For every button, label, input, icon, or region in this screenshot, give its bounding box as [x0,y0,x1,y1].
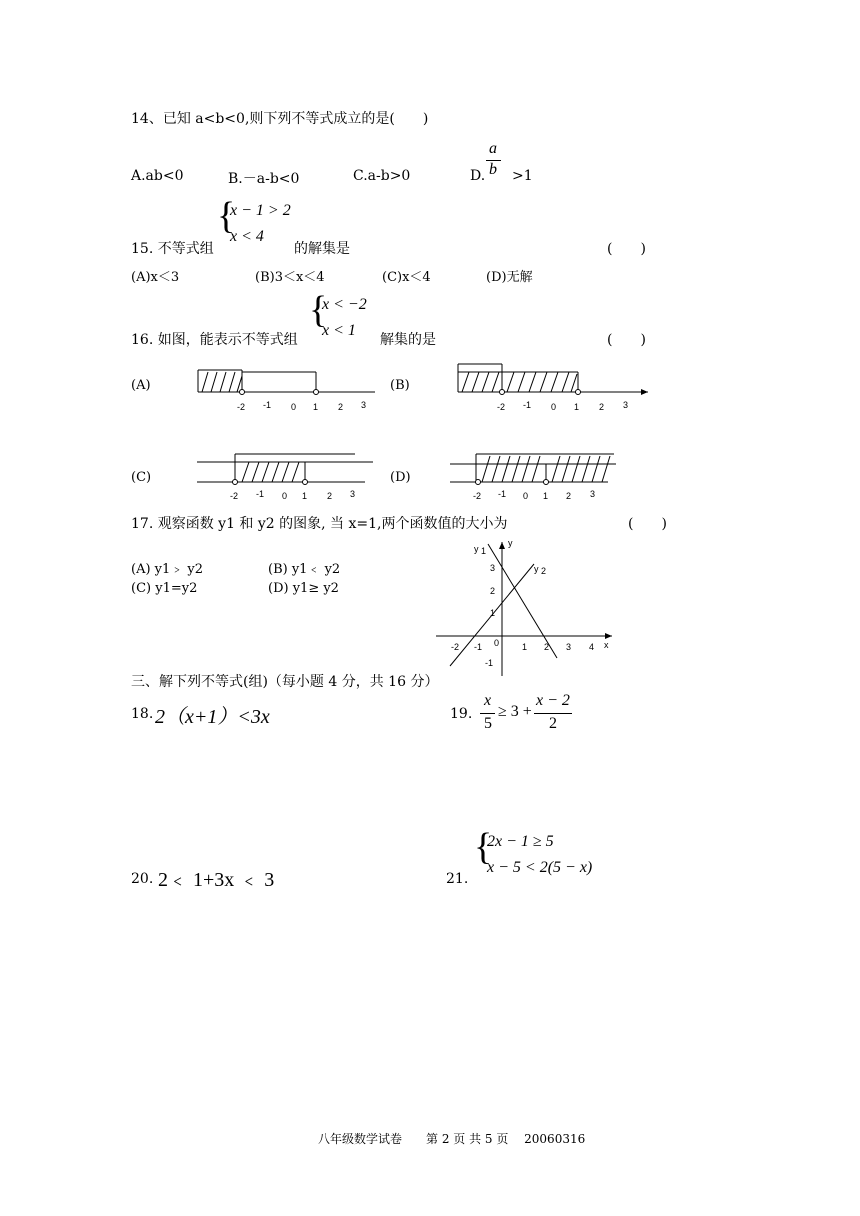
y2-subscript: 2 [541,566,547,576]
hatch-region [458,364,578,392]
x-axis-arrow [605,633,612,639]
x-tick-label: 0 [494,638,500,648]
tick-label: 2 [566,491,572,501]
q15-option-b: (B)3＜x＜4 [255,270,325,285]
q14-option-d-numerator: a [489,140,497,157]
q19-lhs-numerator: x [484,692,492,709]
fraction-bar [534,713,572,714]
q14-option-d-suffix: >1 [512,168,533,184]
open-dot [240,390,245,395]
q14-option-d-denominator: b [489,161,497,178]
q16-label-b: (B) [390,378,410,393]
y-axis-arrow [499,542,505,549]
q16-answer-paren: ( ) [607,332,646,348]
y-tick-label: 3 [490,563,496,573]
q14-option-b: B.－a-b<0 [228,171,300,187]
q21-system-line2: x − 5 < 2(5 − x) [487,859,593,876]
tick-label: 0 [291,402,297,412]
q14-option-c: C.a-b>0 [353,168,411,184]
tick-label: -1 [498,489,507,499]
q15-prefix: 15. 不等式组 [131,241,214,257]
x-tick-label: 4 [589,642,595,652]
y-tick-label: 2 [490,586,496,596]
section-3-heading: 三、解下列不等式(组)（每小题 4 分，共 16 分） [131,674,439,690]
q17-option-c: (C) y1=y2 [131,581,198,596]
q15-suffix: 的解集是 [294,241,350,257]
hatch-region [242,462,305,482]
tick-label: 2 [599,402,605,412]
x-tick-label: 3 [566,642,572,652]
tick-label: 1 [313,402,319,412]
q17-stem: 17. 观察函数 y1 和 y2 的图象, 当 x=1,两个函数值的大小为 [131,516,508,532]
hatch-region [482,456,610,482]
q21-system-line1: 2x − 1 ≥ 5 [487,833,554,850]
q18-expression: 2（x+1）<3x [155,706,270,728]
x-tick-label: -1 [474,642,483,652]
open-dot [576,390,581,395]
page-footer: 八年级数学试卷 第 2 页 共 5 页 20060316 [318,1132,586,1146]
open-dot [233,480,238,485]
q19-rhs-numerator: x − 2 [536,692,570,709]
q15-option-d: (D)无解 [486,270,533,285]
q16-label-d: (D) [390,470,411,485]
q16-suffix: 解集的是 [380,332,436,348]
q21-number: 21. [446,871,469,887]
q15-system-line2: x < 4 [230,228,264,245]
tick-label: 3 [361,400,367,410]
bracket-line [242,372,316,392]
y2-label: y [534,564,539,574]
q18-number: 18. [131,706,154,722]
open-dot [544,480,549,485]
tick-label: -2 [497,402,506,412]
q16-label-a: (A) [131,378,151,393]
tick-label: -2 [230,491,239,501]
q16-system-line1: x < −2 [322,296,367,313]
q14-option-a: A.ab<0 [131,168,184,184]
q14-stem: 14、已知 a<b<0,则下列不等式成立的是( ) [131,111,429,127]
q17-answer-paren: ( ) [628,516,667,532]
y-axis-label: y [508,538,513,548]
tick-label: 3 [350,489,356,499]
x-tick-label: 1 [522,642,528,652]
q16-system-line2: x < 1 [322,322,356,339]
number-line-d [448,448,618,504]
tick-label: -1 [523,400,532,410]
tick-label: 3 [623,400,629,410]
tick-label: 3 [590,489,596,499]
q19-number: 19. [450,706,473,722]
number-line-b [452,358,657,416]
q16-label-c: (C) [131,470,152,485]
open-dot [314,390,319,395]
q17-option-a: (A) y1﹥ y2 [131,562,204,577]
q19-rhs-denominator: 2 [549,715,557,732]
tick-label: 1 [543,491,549,501]
tick-label: 1 [302,491,308,501]
fraction-bar [480,713,495,714]
q15-brace: { [217,195,236,237]
tick-label: 2 [338,402,344,412]
y-tick-label: 1 [490,608,496,618]
open-dot [476,480,481,485]
x-axis-label: x [604,640,609,650]
tick-label: -2 [473,491,482,501]
y1-subscript: 1 [481,546,487,556]
q15-option-c: (C)x＜4 [382,270,431,285]
q20-expression: 2﹤ 1+3x ﹤ 3 [158,869,275,891]
tick-label: 0 [551,402,557,412]
q21-brace: { [474,826,493,868]
q19-middle: ≥ 3 + [498,703,532,720]
open-dot [303,480,308,485]
q17-option-d: (D) y1≥ y2 [268,581,339,596]
q19-lhs-denominator: 5 [484,715,492,732]
hatch-region [198,370,242,392]
q14-option-d-prefix: D. [470,168,486,184]
tick-label: 0 [523,491,529,501]
x-tick-label: 2 [544,642,550,652]
tick-label: 1 [574,402,580,412]
tick-label: 0 [282,491,288,501]
tick-label: 2 [327,491,333,501]
q15-answer-paren: ( ) [607,241,646,257]
tick-label: -2 [237,402,246,412]
tick-label: -1 [263,400,272,410]
tick-label: -1 [256,489,265,499]
q20-number: 20. [131,871,154,887]
number-line-a [190,358,380,416]
y1-label: y [474,544,479,554]
number-line-c [195,448,375,504]
x-tick-label: -2 [451,642,460,652]
q17-option-b: (B) y1﹤ y2 [268,562,341,577]
q16-brace: { [309,289,328,331]
function-graph [430,536,630,684]
q15-system-line1: x − 1 > 2 [230,202,291,219]
q16-prefix: 16. 如图，能表示不等式组 [131,332,298,348]
y-tick-label: -1 [485,658,494,668]
arrow-head [641,389,648,395]
q15-option-a: (A)x＜3 [131,270,180,285]
open-dot [500,390,505,395]
